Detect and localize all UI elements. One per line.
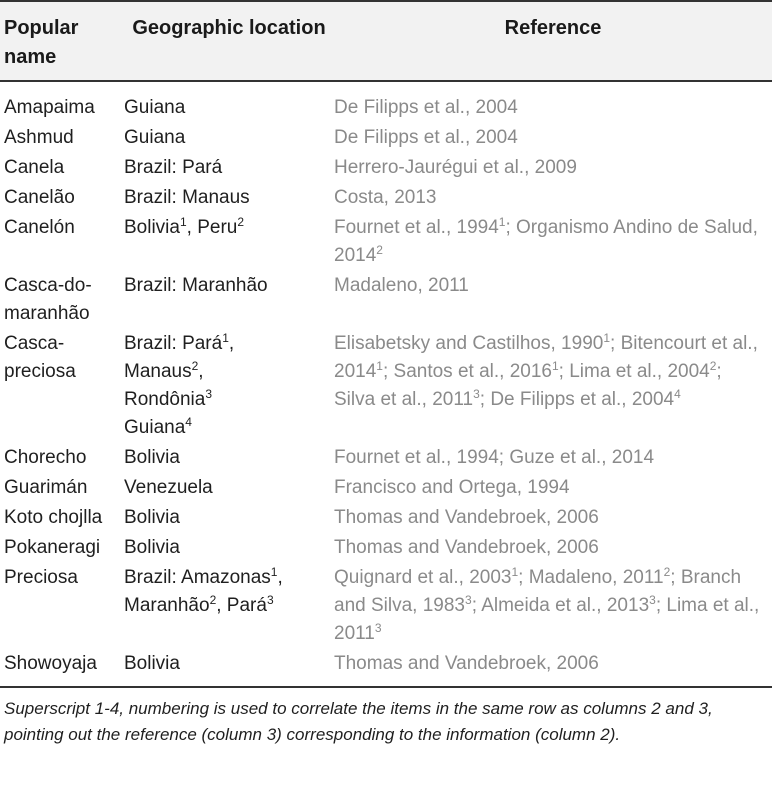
reference-cell: [334, 213, 772, 271]
location-cell: [124, 563, 334, 649]
location-cell: [124, 153, 334, 183]
reference-cell: [334, 503, 772, 533]
superscript-marker: 3: [465, 593, 472, 607]
text-fragment: , Peru: [186, 217, 238, 238]
text-fragment: Brazil: Pará: [124, 333, 223, 354]
text-fragment: ; Lima et al., 2004: [558, 361, 710, 382]
text-fragment: ; Lima et al., 2011: [334, 595, 760, 644]
header-row: [0, 1, 772, 81]
superscript-marker: 3: [374, 621, 382, 635]
text-fragment: Fournet et al., 1994: [334, 217, 499, 238]
superscript-marker: 3: [205, 387, 213, 401]
text-fragment: ,: [228, 333, 235, 354]
popular-name-cell: Showoyaja: [4, 653, 97, 674]
popular-name-cell: Ashmud: [4, 127, 74, 148]
text-fragment: Guiana: [124, 417, 186, 438]
superscript-marker: 2: [191, 359, 199, 373]
superscript-marker: 2: [663, 565, 671, 579]
reference-cell: [334, 473, 772, 503]
location-cell: [124, 213, 334, 271]
superscript-marker: 2: [376, 243, 383, 257]
table-header: [0, 1, 772, 81]
table-footnote: Superscript 1-4, numbering is used to correlate the items in the same row as columns 2 and 3, pointing out the reference (column 3) corresponding to the information (column 2).: [4, 699, 713, 744]
text-fragment: ; De Filipps et al., 2004: [479, 389, 675, 410]
reference-cell: [334, 329, 772, 443]
text-fragment: Bolivia: [124, 447, 180, 468]
text-fragment: ; Organismo Andino de Salud, 2014: [334, 217, 758, 266]
text-fragment: Thomas and Vandebroek, 2006: [334, 653, 599, 674]
text-fragment: Herrero-Jaurégui et al., 2009: [334, 157, 577, 178]
text-fragment: Guiana: [124, 97, 186, 118]
superscript-marker: 2: [237, 215, 245, 229]
popular-name-cell: Guarimán: [4, 477, 88, 498]
popular-name-cell: Amapaima: [4, 97, 95, 118]
reference-cell: [334, 271, 772, 329]
popular-name-cell: Canela: [4, 157, 65, 178]
text-fragment: ,: [277, 567, 283, 588]
table-row: [0, 503, 772, 533]
superscript-marker: 4: [674, 387, 681, 401]
popular-name-cell: Casca-do-maranhão: [4, 275, 92, 324]
location-cell: [124, 503, 334, 533]
table-row: [0, 213, 772, 271]
popular-name-cell: Canelão: [4, 187, 75, 208]
text-fragment: De Filipps et al., 2004: [334, 97, 518, 118]
text-fragment: Bolivia: [124, 217, 180, 238]
table-row: [0, 123, 772, 153]
reference-cell: [334, 123, 772, 153]
table-row: [0, 329, 772, 443]
location-cell: [124, 271, 334, 329]
popular-name-cell: Casca-preciosa: [4, 333, 76, 382]
superscript-marker: 4: [185, 415, 192, 429]
table-row: [0, 153, 772, 183]
text-fragment: Francisco and Ortega, 1994: [334, 477, 570, 498]
location-cell: [124, 533, 334, 563]
table-row: [0, 533, 772, 563]
location-cell: [124, 81, 334, 123]
popular-name-cell: Koto chojlla: [4, 507, 103, 528]
table-body: [0, 81, 772, 687]
reference-cell: [334, 533, 772, 563]
table-row: [0, 443, 772, 473]
text-fragment: Brazil: Amazonas: [124, 567, 271, 588]
text-fragment: Thomas and Vandebroek, 2006: [334, 507, 599, 528]
location-cell: [124, 649, 334, 687]
superscript-marker: 1: [376, 359, 383, 373]
text-fragment: Venezuela: [124, 477, 213, 498]
text-fragment: ,: [198, 361, 204, 382]
superscript-marker: 1: [498, 215, 506, 229]
text-fragment: Madaleno, 2011: [334, 275, 469, 296]
text-fragment: ; Silva et al., 2011: [334, 361, 722, 410]
text-fragment: Brazil: Manaus: [124, 187, 250, 208]
superscript-marker: 1: [511, 565, 519, 579]
text-fragment: Thomas and Vandebroek, 2006: [334, 537, 599, 558]
reference-cell: [334, 563, 772, 649]
superscript-marker: 3: [649, 593, 656, 607]
superscript-marker: 3: [473, 387, 480, 401]
popular-name-cell: Chorecho: [4, 447, 87, 468]
text-fragment: Brazil: Maranhão: [124, 275, 268, 296]
text-fragment: ; Branch and Silva, 1983: [334, 567, 742, 616]
text-fragment: , Pará: [216, 595, 267, 616]
location-cell: [124, 443, 334, 473]
text-fragment: Quignard et al., 2003: [334, 567, 512, 588]
superscript-marker: 1: [603, 331, 611, 345]
popular-name-cell: Preciosa: [4, 567, 78, 588]
text-fragment: Fournet et al., 1994; Guze et al., 2014: [334, 447, 655, 468]
table-row: [0, 563, 772, 649]
text-fragment: Manaus: [124, 361, 192, 382]
text-fragment: Brazil: Pará: [124, 157, 223, 178]
superscript-marker: 1: [551, 359, 559, 373]
text-fragment: Guiana: [124, 127, 186, 148]
popular-name-cell: Pokaneragi: [4, 537, 101, 558]
superscript-marker: 1: [270, 565, 278, 579]
reference-cell: [334, 183, 772, 213]
reference-cell: [334, 443, 772, 473]
text-fragment: ; Bitencourt et al., 2014: [334, 333, 758, 382]
location-cell: [124, 473, 334, 503]
superscript-marker: 1: [222, 331, 229, 345]
header-popular-name: Popular name: [4, 17, 79, 68]
reference-cell: [334, 81, 772, 123]
table-row: [0, 649, 772, 687]
reference-cell: [334, 153, 772, 183]
reference-cell: [334, 649, 772, 687]
text-fragment: Bolivia: [124, 653, 180, 674]
superscript-marker: 1: [179, 215, 187, 229]
location-cell: [124, 123, 334, 153]
superscript-marker: 2: [709, 359, 717, 373]
location-cell: [124, 329, 334, 443]
popular-name-cell: Canelón: [4, 217, 75, 238]
text-fragment: ; Santos et al., 2016: [382, 361, 552, 382]
text-fragment: Maranhão: [124, 595, 210, 616]
table-row: [0, 81, 772, 123]
text-fragment: De Filipps et al., 2004: [334, 127, 518, 148]
text-fragment: ; Madaleno, 2011: [518, 567, 664, 588]
table-row: [0, 473, 772, 503]
text-fragment: Elisabetsky and Castilhos, 1990: [334, 333, 604, 354]
header-reference: Reference: [504, 17, 602, 39]
table-row: [0, 271, 772, 329]
text-fragment: Rondônia: [124, 389, 206, 410]
header-geographic-location: Geographic location: [132, 17, 326, 39]
superscript-marker: 2: [209, 593, 217, 607]
text-fragment: Bolivia: [124, 507, 180, 528]
table-row: [0, 183, 772, 213]
superscript-marker: 3: [266, 593, 274, 607]
text-fragment: Bolivia: [124, 537, 180, 558]
location-cell: [124, 183, 334, 213]
text-fragment: ; Almeida et al., 2013: [471, 595, 650, 616]
text-fragment: Costa, 2013: [334, 187, 437, 208]
